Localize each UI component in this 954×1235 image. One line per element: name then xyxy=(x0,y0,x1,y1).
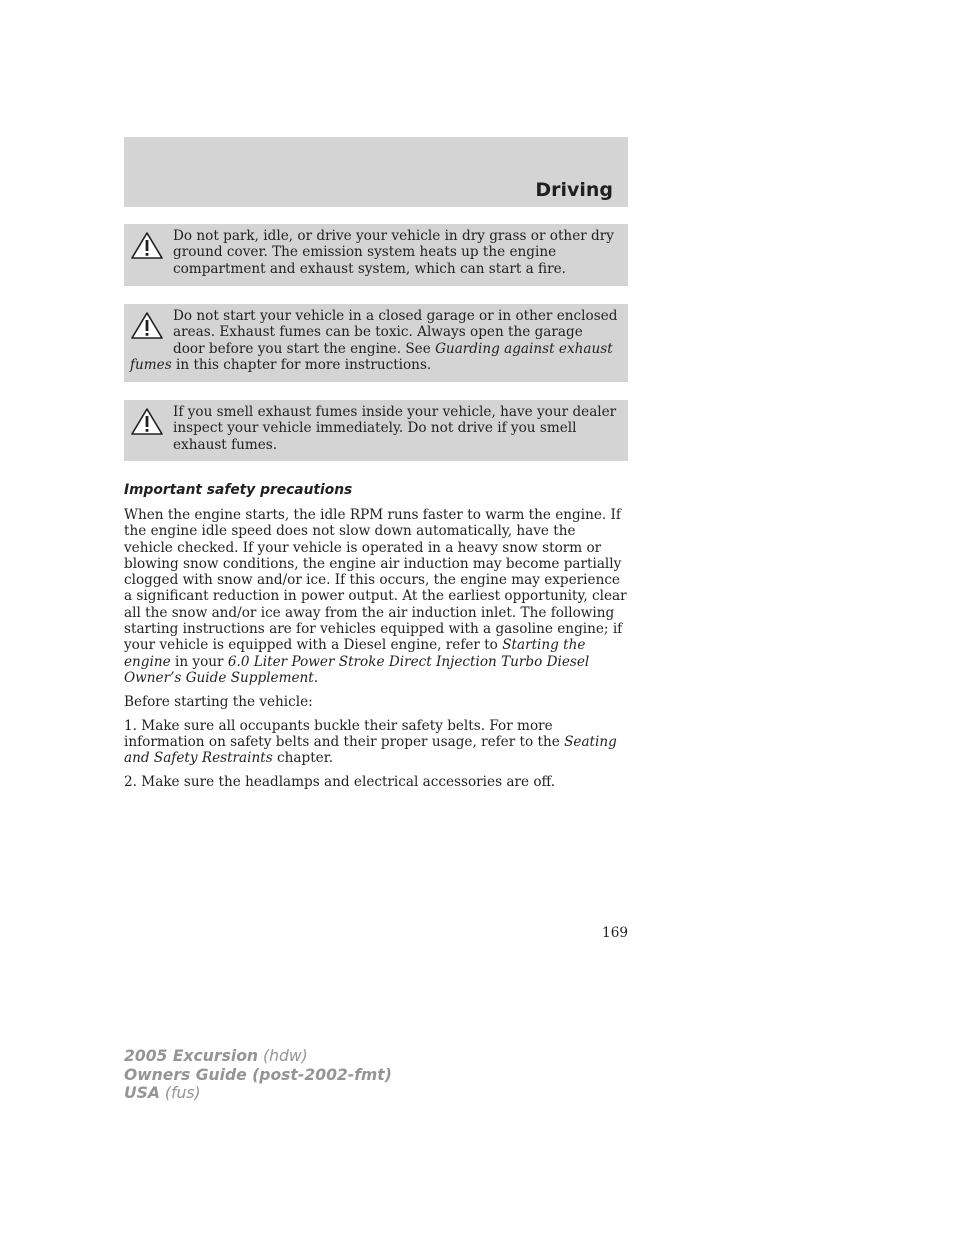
cross-reference: Guarding against exhaust fumes xyxy=(130,340,613,373)
footer-line: Owners Guide (post-2002-fmt) xyxy=(124,1065,392,1084)
warning-box xyxy=(124,304,628,382)
warning-box xyxy=(124,224,628,286)
warning-triangle-icon xyxy=(130,231,164,261)
warning-text: Do not start your vehicle in a closed garage or in other enclosed areas. Exhaust fumes can be toxic. Always open the garage door before you start the engine. See Guarding against exhaust fumes in this chapter for more instructions. xyxy=(130,308,618,373)
subsection-heading: Important safety precautions xyxy=(124,482,353,498)
document-footer xyxy=(124,1047,392,1103)
warning-box xyxy=(124,400,628,461)
section-title: Driving xyxy=(535,179,613,201)
warning-triangle-icon xyxy=(130,407,164,437)
body-text xyxy=(124,507,628,798)
list-item: 1. Make sure all occupants buckle their safety belts. For more information on safety belts and their proper usage, refer to the Seating and Safety Restraints chapter. xyxy=(124,717,617,767)
cross-reference: Starting the engine xyxy=(124,637,586,670)
section-header-bar xyxy=(124,137,628,207)
list-item: 2. Make sure the headlamps and electrical accessories are off. xyxy=(124,773,556,790)
warning-text: Do not park, idle, or drive your vehicle in dry grass or other dry ground cover. The emission system heats up the engine compartment and exhaust system, which can start a fire. xyxy=(173,228,614,277)
warning-text: If you smell exhaust fumes inside your vehicle, have your dealer inspect your vehicle immediately. Do not drive if you smell exhaust fumes. xyxy=(173,404,617,453)
page-number: 169 xyxy=(602,925,628,941)
cross-reference: Seating and Safety Restraints xyxy=(124,733,617,767)
warning-triangle-icon xyxy=(130,311,164,341)
footer-line: USA (fus) xyxy=(124,1084,201,1102)
paragraph: Before starting the vehicle: xyxy=(124,693,313,710)
document-reference: 6.0 Liter Power Stroke Direct Injection Turbo Diesel Owner’s Guide Supplement xyxy=(124,653,590,686)
footer-line: 2005 Excursion (hdw) xyxy=(124,1047,308,1065)
paragraph: When the engine starts, the idle RPM runs faster to warm the engine. If the engine idle speed does not slow down automatically, have the vehicle checked. If your vehicle is operated in a heavy snow storm or blowing snow conditions, the engine air induction may become partially clogged with snow and/or ice. If this occurs, the engine may experience a significant reduction in power output. At the earliest opportunity, clear all the snow and/or ice away from the air induction inlet. The following starting instructions are for vehicles equipped with a gasoline engine; if your vehicle is equipped with a Diesel engine, refer to Starting the engine in your 6.0 Liter Power Stroke Direct Injection Turbo Diesel Owner’s Guide Supplement. xyxy=(124,507,627,686)
